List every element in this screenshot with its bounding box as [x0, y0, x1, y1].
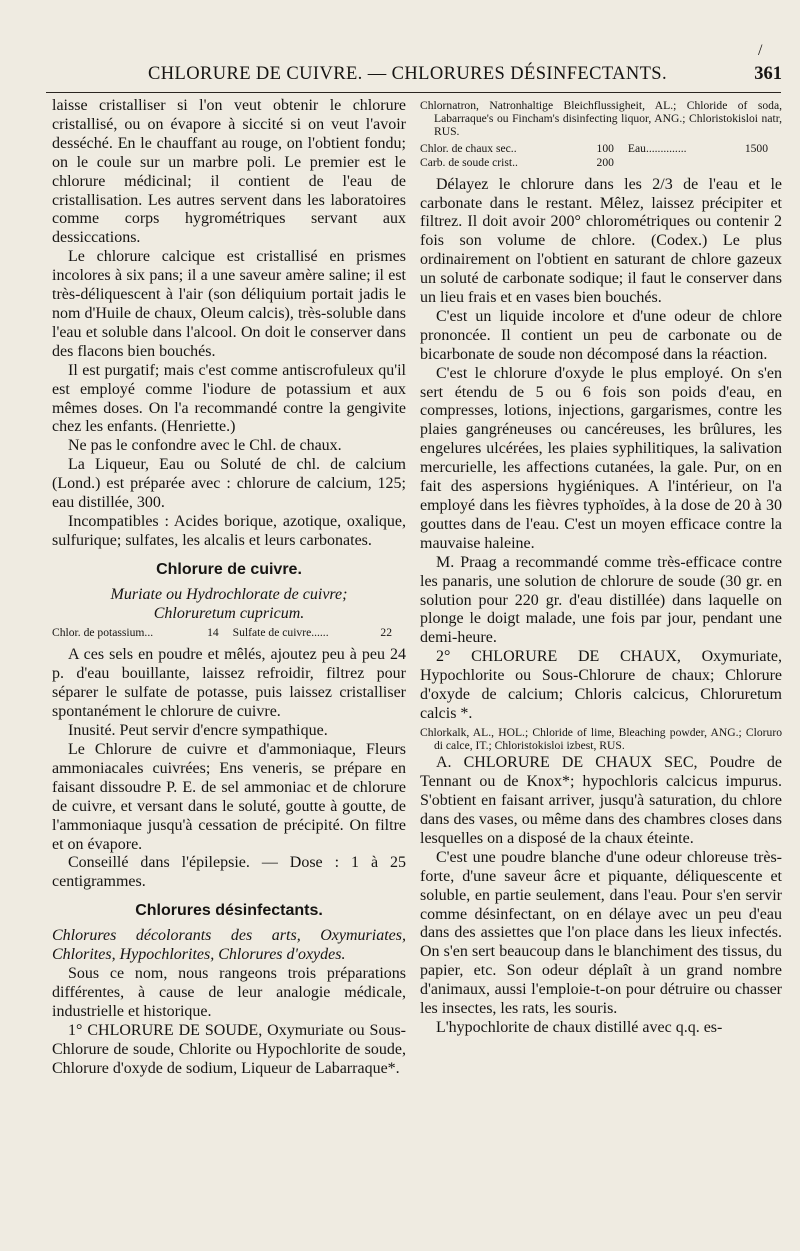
right-column — [420, 97, 782, 1038]
section-heading: Chlorure de cuivre. — [156, 560, 302, 578]
paragraph: A ces sels en poudre et mêlés, ajoutez peu à peu 24 p. d'eau bouillante, laissez refroidir, filtrez pour séparer le sulfate de potasse, puis laissez cristalliser spontanément le chlorure de cuivre. — [52, 646, 406, 721]
ingredient-name: Eau.............. — [627, 141, 687, 155]
ingredient-name: Carb. de soude crist.. — [420, 155, 518, 169]
ingredient-qty: 200 — [596, 155, 614, 169]
ingredient-name: Chlor. de chaux sec.. — [420, 141, 517, 155]
paragraph: Délayez le chlorure dans les 2/3 de l'eau et le carbonate dans le restant. Mêlez, laissez précipiter et filtrez. Il doit avoir 200° chlorométriques ou contenir 2 fois son volume de chlore. (Codex.) Le plus ordinairement on l'obtient en saturant de chlore gazeux un soluté de carbonate sodique; il faut le conserver dans un lieu frais et en vases bien bouchés. — [420, 175, 782, 307]
paragraph: Le chlorure calcique est cristallisé en prismes incolores à six pans; il a une saveur amère saline; il est très-déliquescent à l'air (son déliquium portait jadis le nom d'Huile de chaux, Oleum calcis), très-soluble dans l'eau et soluble dans l'alcool. On doit le conserver dans des flacons bien bouchés. — [52, 248, 406, 360]
paragraph: C'est une poudre blanche d'une odeur chloreuse très-forte, d'une saveur âcre et piquante, déliquescente et soluble, en partie seulement, dans l'eau. Pour s'en servir comme désinfectant, on en délaye avec un peu d'eau dans des assiettes que l'on place dans les lieux infectés. On s'en sert beaucoup dans le blanchiment des tissus, du papier, etc. Son odeur déplaît à un grand nombre d'animaux, aussi l'emploie-t-on pour détruire ou chasser les insectes, les rats, les souris. — [420, 848, 782, 1018]
paragraph: L'hypochlorite de chaux distillé avec q.q. es- — [436, 1018, 723, 1036]
left-column — [52, 97, 406, 1078]
paragraph: Conseillé dans l'épilepsie. — Dose : 1 à 25 centigrammes. — [52, 854, 406, 891]
formula-table — [420, 142, 782, 170]
foreign-names: Chlornatron, Natronhaltige Bleichflussigheit, AL.; Chloride of soda, Labarraque's ou Fincham's disinfecting liquor, ANG.; Chloristokisloi natr, RUS. — [420, 99, 782, 139]
page-number: 361 — [754, 64, 782, 84]
foreign-names: Chlorkalk, AL., HOL.; Chloride of lime, Bleaching powder, ANG.; Cloruro di calce, IT.; Chloristokisloi izbest, RUS. — [420, 725, 782, 753]
ingredient-name — [628, 156, 722, 170]
running-header — [40, 64, 782, 90]
formula-row — [52, 626, 406, 640]
formula-table — [52, 626, 406, 640]
paragraph: C'est un liquide incolore et d'une odeur de chlore prononcée. Il contient un peu de carbonate ou de bicarbonate de soude non décomposé dans la réaction. — [420, 307, 782, 363]
ingredient-qty: 100 — [596, 141, 614, 155]
formula-row — [420, 156, 782, 170]
ingredient-qty — [722, 156, 782, 170]
paragraph: A. CHLORURE DE CHAUX SEC, Poudre de Tennant ou de Knox*; hypochloris calcicus impurus. S'obtient en faisant arriver, jusqu'à saturation, du chlore dans des vases, ou même dans des chambres closes dans lesquelles on a disposé de la chaux éteinte. — [420, 754, 782, 847]
synonyms-line: Chlorures décolorants des arts, Oxymuriates, Chlorites, Hypochlorites, Chlorures d'oxydes. — [52, 927, 406, 964]
corner-mark: / — [758, 42, 763, 59]
paragraph: C'est le chlorure d'oxyde le plus employé. On s'en sert étendu de 5 ou 6 fois son poids d'eau, en compresses, lotions, injections, gargarismes, contre les plaies gangréneuses ou cancéreuses, les brûlures, les engelures ulcérées, les plaies syphilitiques, la salivation mercurielle, les affections cutanées, la gale. Pur, on en fait des aspersions hygiéniques. A l'intérieur, on l'a employé dans les fièvres typhoïdes, à la dose de 20 à 30 gouttes dans de l'eau. C'est un moyen efficace contre la mauvaise haleine. — [420, 364, 782, 552]
paragraph: La Liqueur, Eau ou Soluté de chl. de calcium (Lond.) est préparée avec : chlorure de calcium, 125; eau distillée, 300. — [52, 456, 406, 512]
paragraph: 2° CHLORURE DE CHAUX, Oxymuriate, Hypochlorite ou Sous-Chlorure de chaux; Chlorure d'oxyde de calcium; Chloris calcicus, Chloruretum calcis *. — [420, 648, 782, 722]
ingredient-qty: 1500 — [744, 141, 768, 155]
section-heading: Chlorures désinfectants. — [135, 902, 323, 920]
paragraph: Il est purgatif; mais c'est comme antiscrofuleux qu'il est employé comme l'iodure de potassium et aux mêmes doses. On l'a recommandé contre la gengivite chez les enfants. (Henriette.) — [52, 361, 406, 436]
ingredient-qty: 22 — [380, 626, 392, 640]
paragraph: Sous ce nom, nous rangeons trois préparations différentes, à cause de leur analogie médicale, industrielle et historique. — [52, 964, 406, 1020]
paragraph: Ne pas le confondre avec le Chl. de chaux. — [68, 437, 342, 455]
ingredient-name: Chlor. de potassium... — [52, 626, 154, 640]
synonyms-line: Muriate ou Hydrochlorate de cuivre; — [110, 585, 348, 603]
paragraph: laisse cristalliser si l'on veut obtenir le chlorure cristallisé, ou on évapore à siccité si on veut l'avoir desséché. En le chauffant au rouge, on l'obtient fondu; on le coule sur un marbre poli. Le premier est le chlorure médicinal; il contient de l'eau de cristallisation. Les autres servent dans les laboratoires comme corps hygrométriques servant aux dessiccations. — [52, 97, 406, 247]
ingredient-name: Sulfate de cuivre...... — [232, 626, 329, 640]
paragraph: Incompatibles : Acides borique, azotique, oxalique, sulfurique; sulfates, les alcalis et leurs carbonates. — [52, 512, 406, 549]
ingredient-qty: 14 — [207, 626, 219, 640]
paragraph: 1° CHLORURE DE SOUDE, Oxymuriate ou Sous-Chlorure de soude, Chlorite ou Hypochlorite de soude, Chlorure d'oxyde de sodium, Liqueur de Labarraque*. — [52, 1021, 406, 1077]
formula-row — [420, 142, 782, 156]
header-rule — [46, 92, 781, 93]
paragraph: Le Chlorure de cuivre et d'ammoniaque, Fleurs ammoniacales cuivrées; Ens veneris, se prépare en faisant dissoudre P. E. de sel ammoniac et de chlorure de cuivre, et versant dans le soluté, goutte à goutte, de l'ammoniaque jusqu'à cessation de précipité. On filtre et on évapore. — [52, 741, 406, 853]
running-title: CHLORURE DE CUIVRE. — CHLORURES DÉSINFECTANTS. — [148, 64, 668, 84]
paragraph: M. Praag a recommandé comme très-efficace contre les panaris, une solution de chlorure de soude (30 gr. en solution pour 220 gr. d'eau distillée) dans laquelle on plonge le doigt malade, une fois par jour, pendant une demi-heure. — [420, 553, 782, 647]
synonyms-line: Chloruretum cupricum. — [153, 604, 305, 622]
paragraph: Inusité. Peut servir d'encre sympathique. — [68, 722, 328, 740]
